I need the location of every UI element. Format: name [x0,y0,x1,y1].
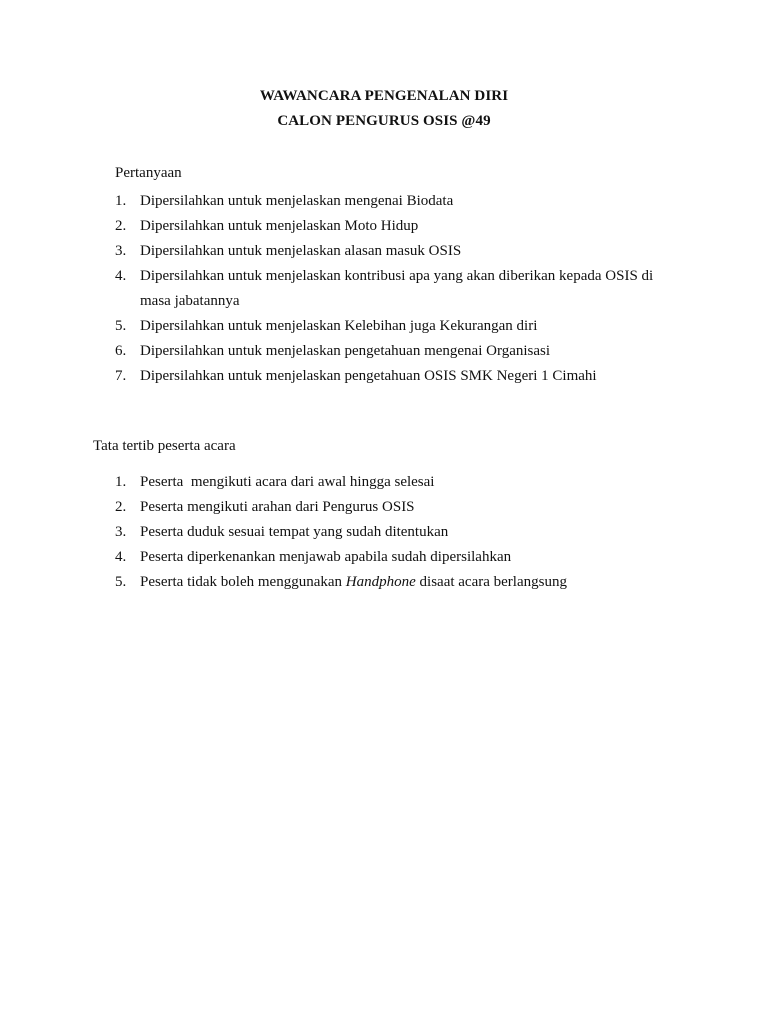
question-number: 5. [115,318,127,334]
rule-number: 1. [115,474,127,490]
questions-heading: Pertanyaan [115,165,182,181]
rule-text-before: Peserta tidak boleh menggunakan [140,574,346,590]
question-text: Dipersilahkan untuk menjelaskan Kelebihan juga Kekurangan diri [140,318,538,334]
rule-number: 2. [115,499,127,515]
question-text-continuation: masa jabatannya [140,293,240,309]
document-subtitle: CALON PENGURUS OSIS @49 [277,113,491,129]
question-number: 4. [115,268,127,284]
rule-text [140,574,567,591]
question-text: Dipersilahkan untuk menjelaskan kontribusi apa yang akan diberikan kepada OSIS di [140,268,654,284]
question-number: 2. [115,218,127,234]
question-text: Dipersilahkan untuk menjelaskan pengetahuan mengenai Organisasi [140,343,551,359]
question-number: 7. [115,368,127,384]
rule-text: Peserta mengikuti acara dari awal hingga selesai [140,474,435,490]
question-number: 3. [115,243,127,259]
question-text: Dipersilahkan untuk menjelaskan mengenai Biodata [140,193,454,209]
question-text: Dipersilahkan untuk menjelaskan pengetahuan OSIS SMK Negeri 1 Cimahi [140,368,597,384]
rule-text: Peserta diperkenankan menjawab apabila sudah dipersilahkan [140,549,512,565]
question-text: Dipersilahkan untuk menjelaskan Moto Hidup [140,218,419,234]
question-number: 6. [115,343,127,359]
rule-number: 4. [115,549,127,565]
rule-number: 5. [115,574,127,590]
rules-heading: Tata tertib peserta acara [93,438,236,454]
question-text: Dipersilahkan untuk menjelaskan alasan masuk OSIS [140,243,462,259]
rule-number: 3. [115,524,127,540]
document-title: WAWANCARA PENGENALAN DIRI [259,88,509,104]
rule-text: Peserta mengikuti arahan dari Pengurus OSIS [140,499,415,515]
question-number: 1. [115,193,127,209]
rule-text-italic: Handphone [345,574,416,590]
rule-text: Peserta duduk sesuai tempat yang sudah ditentukan [140,524,449,540]
rule-text-after: disaat acara berlangsung [415,574,567,590]
